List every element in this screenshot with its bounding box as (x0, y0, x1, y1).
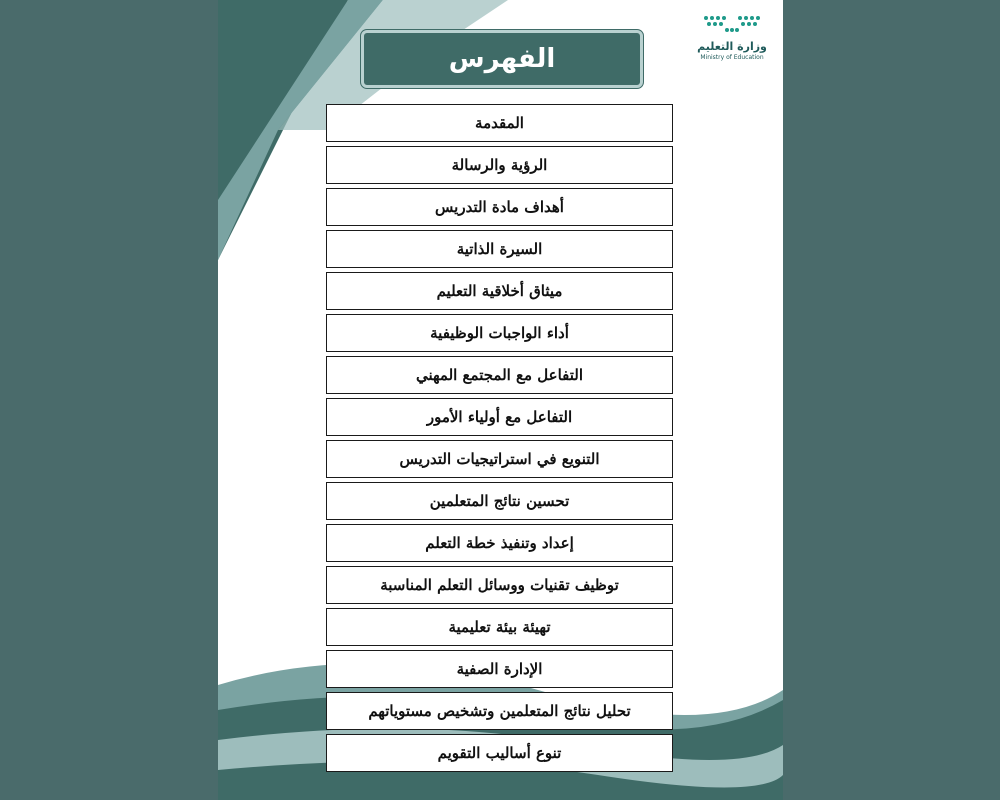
toc-item[interactable]: أداء الواجبات الوظيفية (326, 314, 673, 352)
toc-item[interactable]: الإدارة الصفية (326, 650, 673, 688)
toc-item[interactable]: التفاعل مع المجتمع المهني (326, 356, 673, 394)
logo-arabic-text: وزارة التعليم (697, 40, 767, 53)
toc-item[interactable]: توظيف تقنيات ووسائل التعلم المناسبة (326, 566, 673, 604)
document-page (218, 0, 783, 800)
toc-item[interactable]: السيرة الذاتية (326, 230, 673, 268)
toc-item[interactable]: المقدمة (326, 104, 673, 142)
toc-item[interactable]: التفاعل مع أولياء الأمور (326, 398, 673, 436)
toc-item[interactable]: تنوع أساليب التقويم (326, 734, 673, 772)
toc-item[interactable]: ميثاق أخلاقية التعليم (326, 272, 673, 310)
toc-item[interactable]: أهداف مادة التدريس (326, 188, 673, 226)
toc-item[interactable]: إعداد وتنفيذ خطة التعلم (326, 524, 673, 562)
page-title: الفهرس (361, 30, 643, 88)
toc-item[interactable]: تحسين نتائج المتعلمين (326, 482, 673, 520)
ministry-logo-icon (702, 14, 762, 34)
toc-item[interactable]: تحليل نتائج المتعلمين وتشخيص مستوياتهم (326, 692, 673, 730)
toc-item[interactable]: التنويع في استراتيجيات التدريس (326, 440, 673, 478)
table-of-contents (326, 104, 673, 776)
logo-english-text: Ministry of Education (700, 54, 764, 61)
toc-item[interactable]: الرؤية والرسالة (326, 146, 673, 184)
ministry-logo (694, 14, 770, 74)
toc-item[interactable]: تهيئة بيئة تعليمية (326, 608, 673, 646)
